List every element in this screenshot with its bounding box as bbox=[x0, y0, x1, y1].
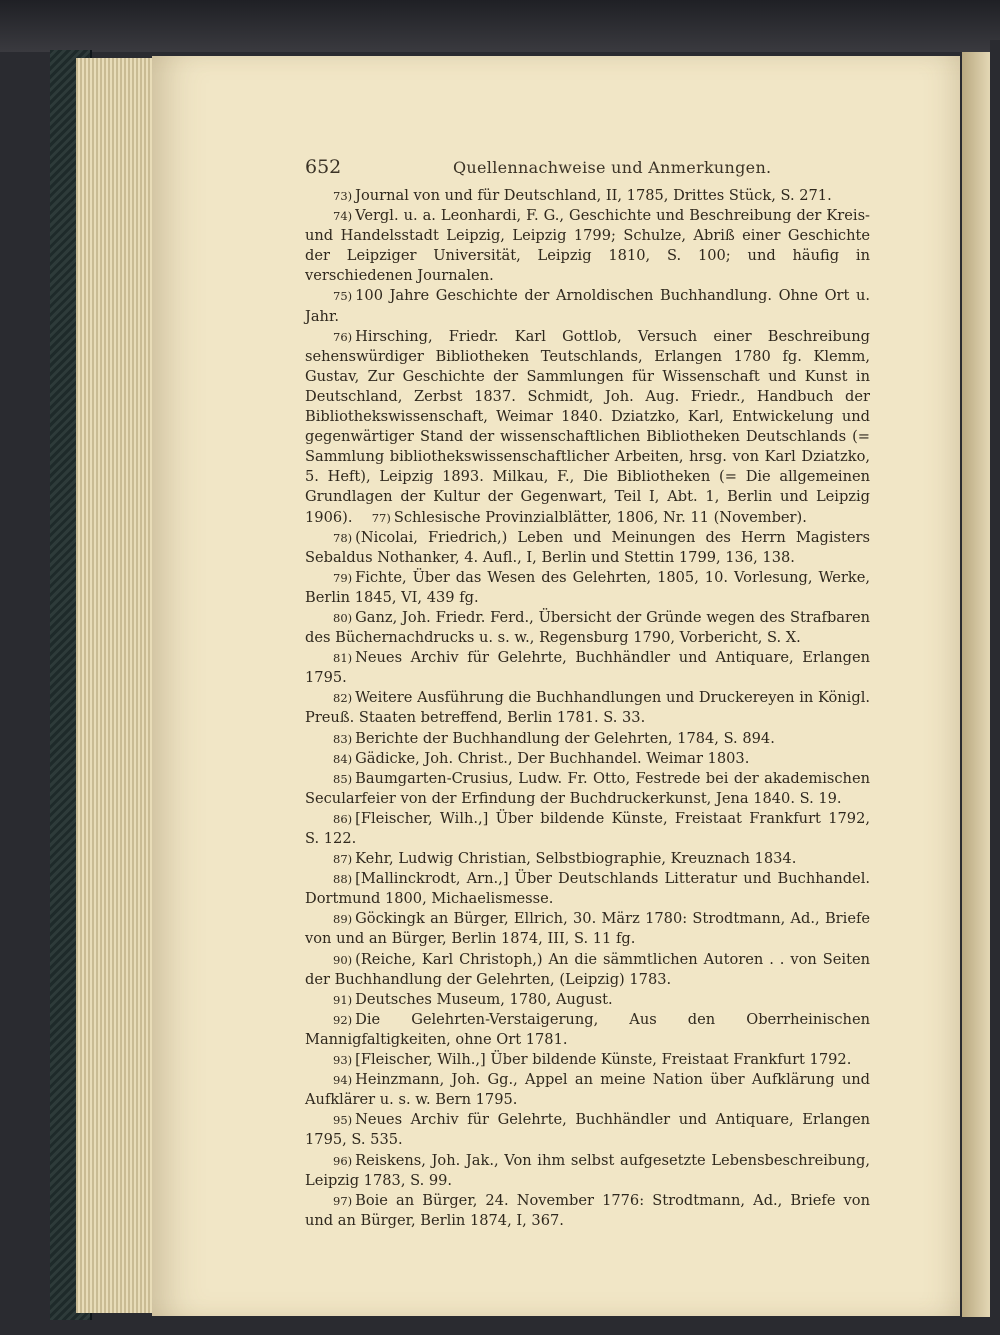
footnote-number: 75) bbox=[333, 289, 353, 304]
footnote bbox=[305, 990, 870, 1010]
footnote bbox=[305, 749, 870, 769]
footnote-number: 76) bbox=[333, 329, 353, 344]
footnote-text: Reiskens, Joh. Jak., Von ihm selbst aufgesetzte Lebensbeschreibung, Leipzig 1783, S. 99. bbox=[305, 1151, 870, 1189]
footnote-number: 82) bbox=[333, 691, 353, 706]
footnote bbox=[305, 869, 870, 909]
page-header bbox=[305, 156, 870, 182]
footnote bbox=[305, 206, 870, 286]
footnote-text: Weitere Ausführung die Buchhandlungen und Druckereyen in Königl. Preuß. Staaten betreffend, Berlin 1781. S. 33. bbox=[305, 689, 870, 727]
footnote-number: 96) bbox=[333, 1153, 353, 1168]
footnote-number: 89) bbox=[333, 912, 353, 927]
footnote-text: Heinzmann, Joh. Gg., Appel an meine Nation über Aufklärung und Aufklärer u. s. w. Bern 1795. bbox=[305, 1071, 870, 1109]
footnote-text: Göckingk an Bürger, Ellrich, 30. März 1780: Strodtmann, Ad., Briefe von und an Bürger, Berlin 1874, III, S. 11 fg. bbox=[305, 910, 870, 948]
footnote bbox=[305, 568, 870, 608]
footnote-text: Neues Archiv für Gelehrte, Buchhändler und Antiquare, Erlangen 1795, S. 535. bbox=[305, 1111, 870, 1149]
footnote-text: Berichte der Buchhandlung der Gelehrten, 1784, S. 894. bbox=[355, 729, 775, 747]
footnote bbox=[305, 809, 870, 849]
footnote bbox=[305, 688, 870, 728]
page-stack-edge bbox=[76, 58, 157, 1313]
footnote-text: Hirsching, Friedr. Karl Gottlob, Versuch einer Beschreibung sehenswürdiger Bibliotheken Teutschlands, Erlangen 1780 fg. Klemm, Gustav, Zur Geschichte der Sammlungen für Wissenschaft und Kunst in Deutschland, Zerbst 1837. Schmidt, Joh. Aug. Friedr., Handbuch der Bibliothekswissenschaft, Weimar 1840. Dziatzko, Karl, Entwickelung und gegenwärtiger Stand der wissenschaftlichen Bibliotheken Deutschlands (= Sammlung bibliothekswissenschaftlicher Arbeiten, hrsg. von Karl Dziatzko, 5. Heft), Leipzig 1893. Milkau, F., Die Bibliotheken (= Die allgemeinen Grundlagen der Kultur der Gegenwart, Teil I, Abt. 1, Berlin und Leipzig 1906). bbox=[305, 327, 870, 526]
footnote bbox=[305, 769, 870, 809]
footnote-number: 78) bbox=[333, 530, 353, 545]
footnote-text: Fichte, Über das Wesen des Gelehrten, 1805, 10. Vorlesung, Werke, Berlin 1845, VI, 439 fg. bbox=[305, 568, 870, 606]
footnote-number: 86) bbox=[333, 811, 353, 826]
footnote bbox=[305, 648, 870, 688]
footnote-text: Vergl. u. a. Leonhardi, F. G., Geschichte und Beschreibung der Kreis- und Handelsstadt Leipzig, Leipzig 1799; Schulze, Abriß einer Geschichte der Leipziger Universität, Leipzig 1810, S. 100; und häufig in verschiedenen Journalen. bbox=[305, 207, 870, 285]
footnote-number: 84) bbox=[333, 751, 353, 766]
footnote-number: 83) bbox=[333, 731, 353, 746]
footnote-number: 74) bbox=[333, 209, 353, 224]
scan-background-right bbox=[990, 40, 1000, 1320]
footnote bbox=[305, 1151, 870, 1191]
footnote-text: [Mallinckrodt, Arn.,] Über Deutschlands Litteratur und Buchhandel. Dortmund 1800, Michaelismesse. bbox=[305, 870, 870, 908]
footnote bbox=[305, 186, 870, 206]
footnote bbox=[305, 327, 870, 528]
footnote-text: (Nicolai, Friedrich,) Leben und Meinungen des Herrn Magisters Sebaldus Nothanker, 4. Aufl., I, Berlin und Stettin 1799, 136, 138. bbox=[305, 528, 870, 566]
footnote-number: 97) bbox=[333, 1193, 353, 1208]
footnote-number: 73) bbox=[333, 189, 353, 203]
footnote-text: Baumgarten-Crusius, Ludw. Fr. Otto, Festrede bei der akademischen Secularfeier von der Erfindung der Buchdruckerkunst, Jena 1840. S. 19. bbox=[305, 769, 870, 807]
footnote-text: Kehr, Ludwig Christian, Selbstbiographie, Kreuznach 1834. bbox=[355, 850, 797, 868]
notes-list bbox=[305, 186, 870, 1231]
footnote bbox=[305, 909, 870, 949]
footnote bbox=[305, 729, 870, 749]
footnote bbox=[305, 608, 870, 648]
footnote bbox=[305, 1010, 870, 1050]
footnote-number: 95) bbox=[333, 1113, 353, 1128]
scan-background bbox=[0, 0, 1000, 52]
footnote-number: 93) bbox=[333, 1053, 353, 1068]
footnote-number: 91) bbox=[333, 992, 353, 1007]
footnote bbox=[305, 950, 870, 990]
footnote-number: 87) bbox=[333, 852, 353, 867]
facing-page-edge bbox=[962, 52, 992, 1317]
footnote-text: (Reiche, Karl Christoph,) An die sämmtlichen Autoren . . von Seiten der Buchhandlung der Gelehrten, (Leipzig) 1783. bbox=[305, 950, 870, 988]
footnote-number: 94) bbox=[333, 1073, 353, 1088]
footnote-text: Gädicke, Joh. Christ., Der Buchhandel. Weimar 1803. bbox=[355, 749, 750, 767]
footnote-number: 77) bbox=[371, 510, 391, 525]
footnote-text: Boie an Bürger, 24. November 1776: Strodtmann, Ad., Briefe von und an Bürger, Berlin 1874, I, 367. bbox=[305, 1191, 870, 1229]
footnote-number: 79) bbox=[333, 570, 353, 585]
footnote-text: Deutsches Museum, 1780, August. bbox=[355, 990, 613, 1008]
footnote-number: 85) bbox=[333, 771, 353, 786]
footnote-text: Schlesische Provinzialblätter, 1806, Nr. 11 (November). bbox=[393, 508, 807, 526]
footnote-number: 81) bbox=[333, 651, 353, 666]
footnote bbox=[305, 849, 870, 869]
footnote bbox=[305, 286, 870, 326]
footnote-text: Neues Archiv für Gelehrte, Buchhändler und Antiquare, Erlangen 1795. bbox=[305, 649, 870, 687]
footnote-number: 90) bbox=[333, 952, 353, 967]
footnote-text: [Fleischer, Wilh.,] Über bildende Künste, Freistaat Frankfurt 1792. bbox=[355, 1051, 852, 1069]
page-number: 652 bbox=[305, 156, 342, 178]
footnote bbox=[305, 1050, 870, 1070]
footnote bbox=[305, 1070, 870, 1110]
footnote-text: 100 Jahre Geschichte der Arnoldischen Buchhandlung. Ohne Ort u. Jahr. bbox=[305, 287, 870, 325]
footnote bbox=[305, 528, 870, 568]
footnote-number: 80) bbox=[333, 610, 353, 625]
footnote-text: Die Gelehrten-Verstaigerung, Aus den Oberrheinischen Mannigfaltigkeiten, ohne Ort 1781. bbox=[305, 1010, 870, 1048]
footnote-text: [Fleischer, Wilh.,] Über bildende Künste, Freistaat Frankfurt 1792, S. 122. bbox=[305, 809, 870, 847]
running-head: Quellennachweise und Anmerkungen. bbox=[453, 158, 772, 177]
footnote bbox=[305, 1191, 870, 1231]
footnote-number: 92) bbox=[333, 1012, 353, 1027]
footnote bbox=[305, 1110, 870, 1150]
footnote-number: 88) bbox=[333, 872, 353, 887]
footnote-text: Journal von und für Deutschland, II, 1785, Drittes Stück, S. 271. bbox=[355, 187, 832, 204]
footnote-text: Ganz, Joh. Friedr. Ferd., Übersicht der Gründe wegen des Strafbaren des Büchernachdrucks u. s. w., Regensburg 1790, Vorbericht, S. X. bbox=[305, 608, 870, 647]
